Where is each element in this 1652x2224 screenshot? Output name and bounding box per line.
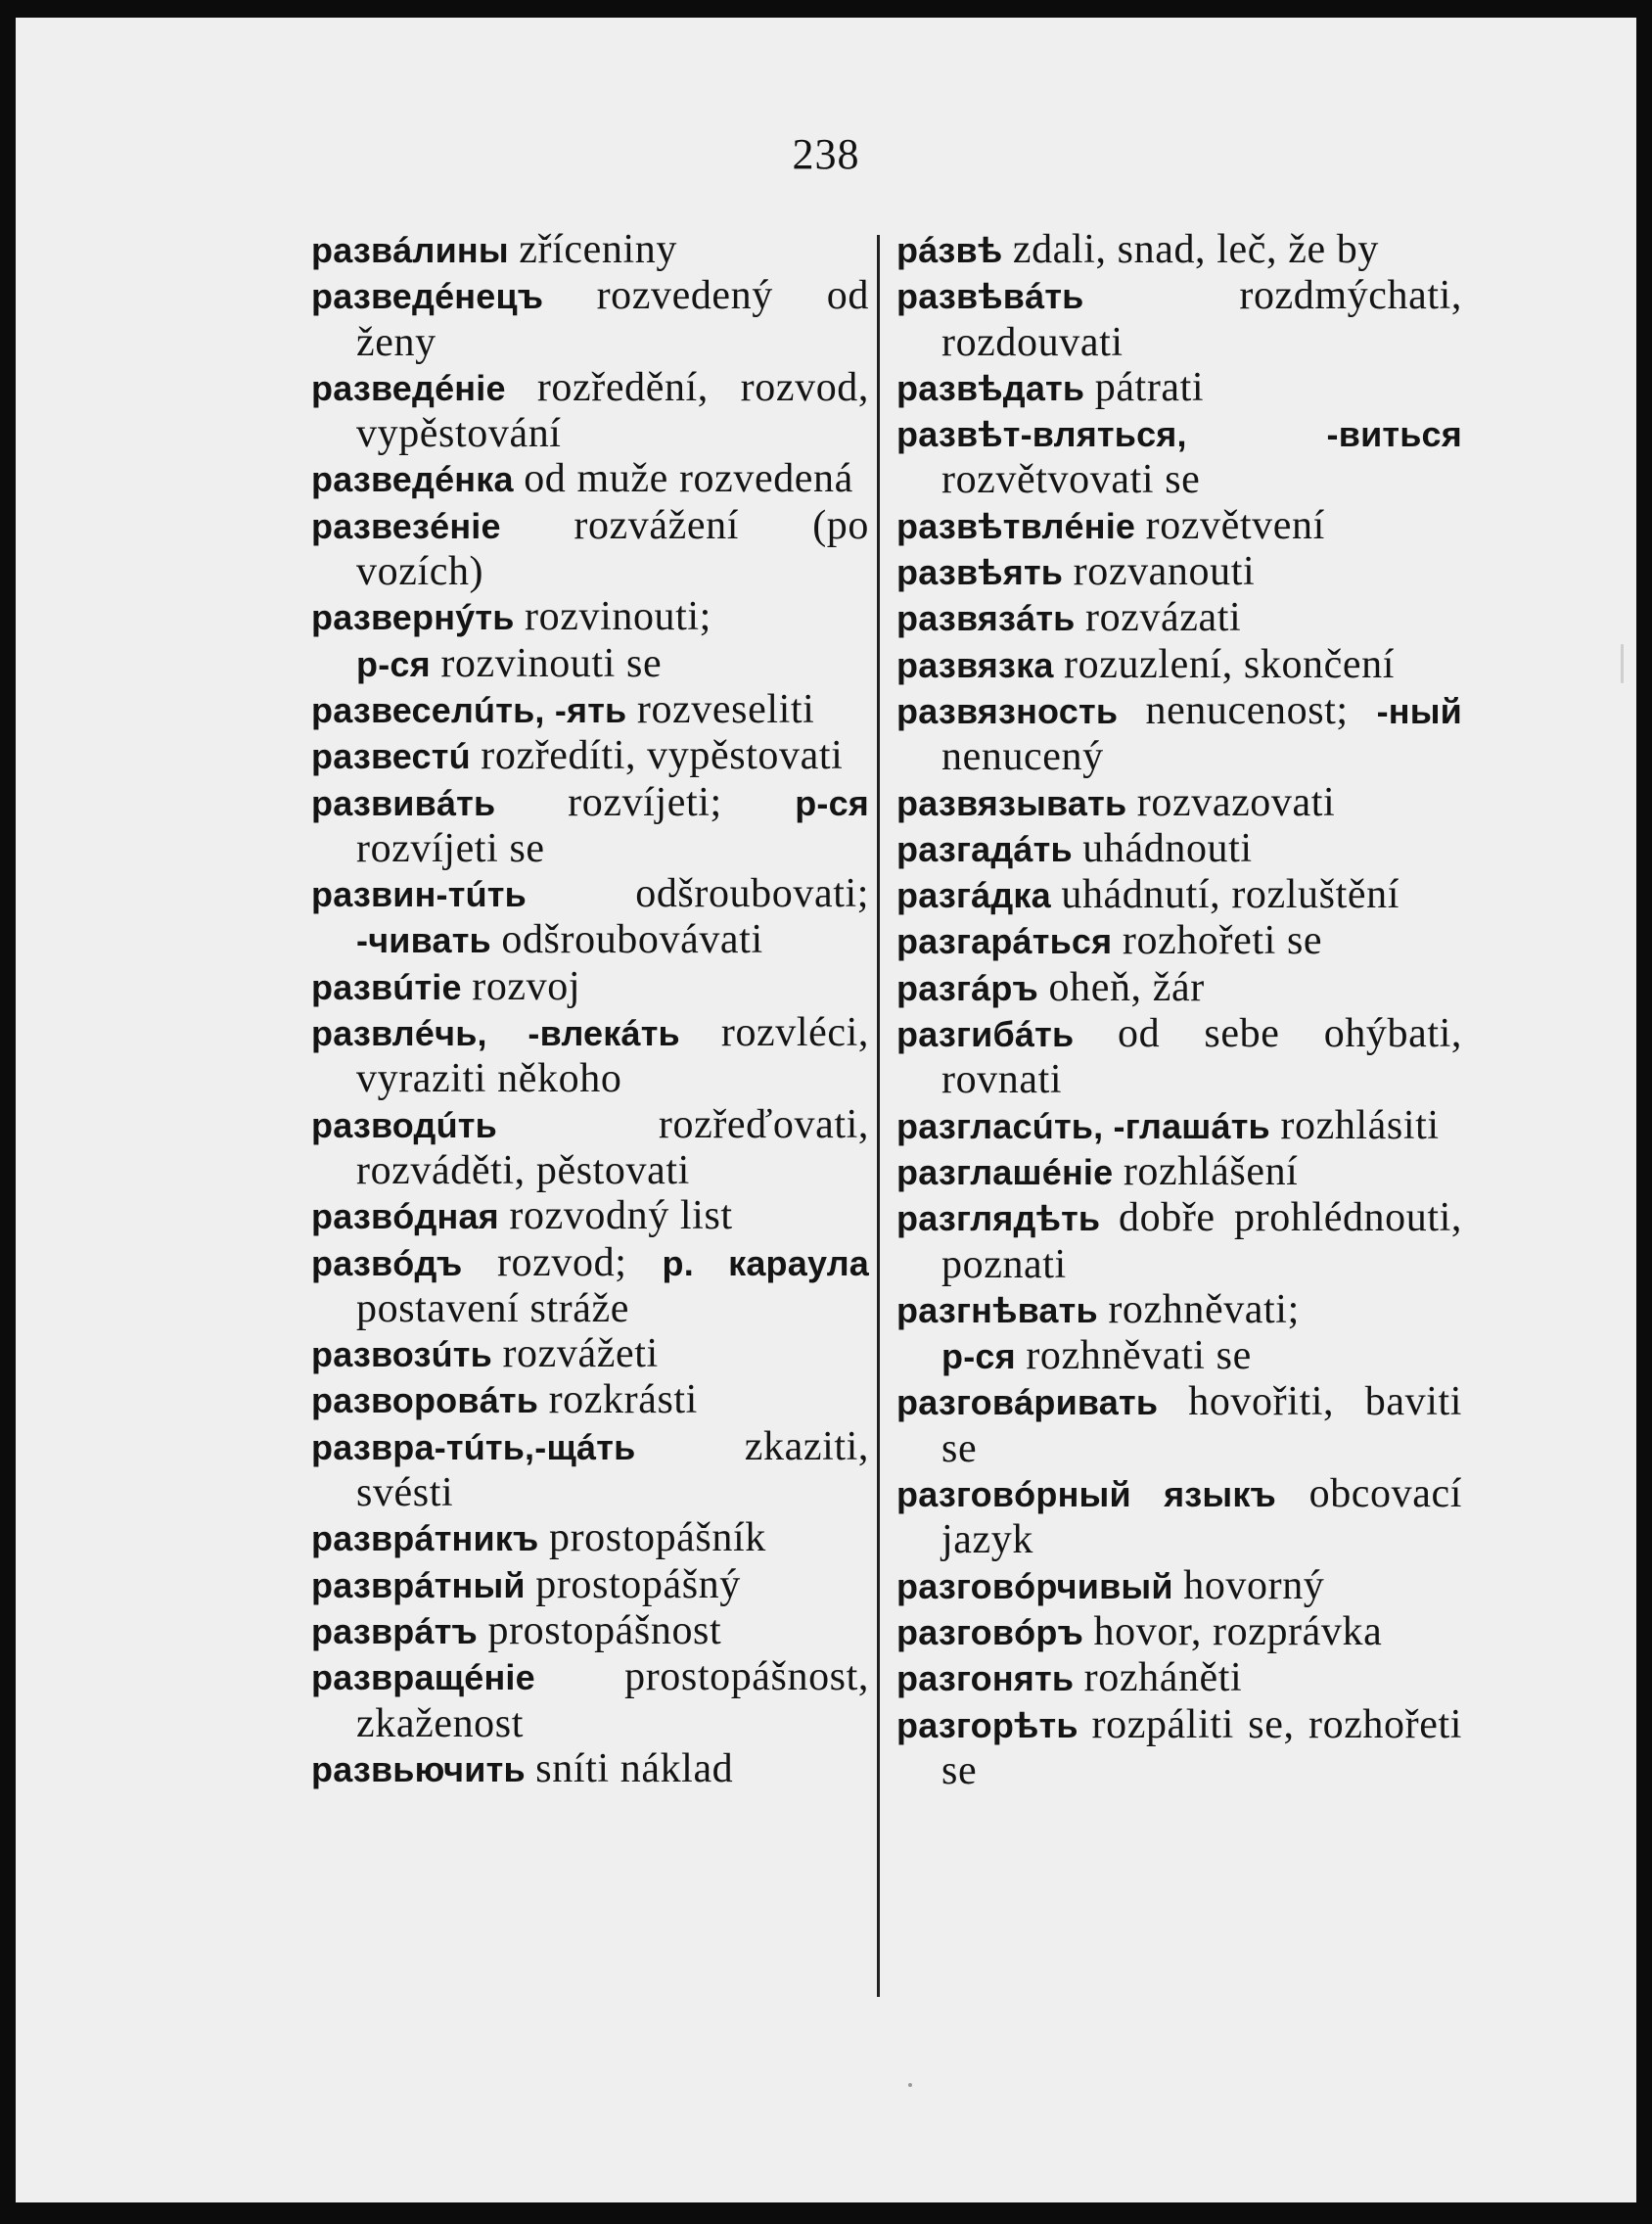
entry-subheadword: -виться xyxy=(1326,414,1462,455)
entry-headword: разговóрный языкъ xyxy=(896,1474,1276,1515)
entry-subheadword: р. караула xyxy=(662,1242,869,1283)
entry-definition: rozhořeti se xyxy=(1122,918,1323,964)
entry-subdefinition: nenucený xyxy=(941,734,1104,780)
dictionary-entry xyxy=(311,1240,869,1332)
dictionary-entry xyxy=(311,733,869,779)
entry-subheadword: р-ся xyxy=(795,782,870,823)
dictionary-entry xyxy=(896,1609,1462,1655)
entry-subdefinition: odšroubovávati xyxy=(501,917,763,963)
entry-definition: rozvoj xyxy=(472,963,581,1009)
dictionary-entry xyxy=(896,918,1462,964)
dictionary-entry xyxy=(896,1195,1462,1287)
entry-definition: rozvléci, vyraziti někoho xyxy=(356,1010,870,1102)
dictionary-entry xyxy=(311,1377,869,1423)
entry-definition: od sebe ohýbati, rovnati xyxy=(941,1011,1462,1103)
dictionary-entry xyxy=(311,365,869,457)
entry-headword: развѣтвлéнie xyxy=(896,505,1136,546)
dictionary-entry xyxy=(896,1011,1462,1103)
entry-definition: dobře prohlédnouti, poznati xyxy=(941,1195,1462,1287)
entry-headword: разгласúть, -глашáть xyxy=(896,1105,1270,1146)
dictionary-entry xyxy=(896,1379,1462,1471)
entry-definition: prostopášník xyxy=(548,1515,766,1561)
entry-headword: развезéнie xyxy=(311,505,501,546)
entry-headword: развязывать xyxy=(896,782,1127,823)
entry-definition: rozdmýchati, rozdouvati xyxy=(941,273,1462,365)
entry-definition: rozvinouti se xyxy=(440,640,663,686)
dictionary-entry xyxy=(311,1562,869,1608)
dictionary-entry xyxy=(311,1515,869,1561)
dictionary-entry xyxy=(311,503,869,595)
dictionary-entry xyxy=(896,595,1462,641)
dictionary-entry xyxy=(896,688,1462,780)
entry-definition: rozhlásiti xyxy=(1280,1102,1440,1148)
entry-definition: rozředíti, vypěstovati xyxy=(481,733,844,779)
entry-headword: развóдная xyxy=(311,1196,499,1237)
entry-headword: развернýть xyxy=(311,597,515,638)
entry-headword: разгонять xyxy=(896,1658,1075,1699)
entry-definition: sníti náklad xyxy=(535,1745,734,1791)
dictionary-page xyxy=(16,18,1636,2202)
entry-subheadword: -ный xyxy=(1376,690,1463,731)
dictionary-entry xyxy=(311,964,869,1010)
entry-subdefinition: rozvětvovati se xyxy=(941,457,1201,503)
entry-headword: разгарáться xyxy=(896,921,1113,962)
entry-headword: разгнѣвать xyxy=(896,1289,1098,1330)
dictionary-entry xyxy=(896,1655,1462,1701)
dictionary-entry xyxy=(896,965,1462,1011)
entry-headword: развóдъ xyxy=(311,1242,463,1283)
entry-definition: rozvážení (po vozích) xyxy=(356,502,870,595)
entry-headword: развра-тúть,-щáть xyxy=(311,1426,636,1467)
dictionary-entry xyxy=(896,1103,1462,1149)
dictionary-entry xyxy=(311,273,869,365)
entry-headword: р-ся xyxy=(941,1336,1016,1377)
entry-headword: развивáть xyxy=(311,782,496,823)
entry-headword: разговáривать xyxy=(896,1382,1159,1423)
entry-headword: развúтie xyxy=(311,966,462,1007)
entry-headword: разгибáть xyxy=(896,1014,1075,1055)
entry-definition: rozvážeti xyxy=(502,1331,659,1377)
dictionary-entry xyxy=(311,1102,869,1194)
dictionary-entry xyxy=(311,1608,869,1654)
entry-headword: разврáтный xyxy=(311,1564,526,1605)
entry-definition: rozvázati xyxy=(1085,595,1242,641)
entry-subheadword: -чивать xyxy=(356,920,491,961)
entry-definition: prostopášný xyxy=(535,1561,741,1607)
entry-definition: zdali, snad, leč, že by xyxy=(1012,227,1379,272)
entry-headword: разврáтъ xyxy=(311,1610,478,1651)
dictionary-entry xyxy=(896,549,1462,595)
entry-definition: uhádnutí, rozluštění xyxy=(1061,872,1400,918)
left-column xyxy=(311,227,869,1792)
entry-headword: разведéнецъ xyxy=(311,276,544,317)
dictionary-entry xyxy=(311,641,869,687)
entry-definition: oheň, žár xyxy=(1048,964,1205,1010)
entry-headword: разговóрчивый xyxy=(896,1565,1173,1606)
dictionary-entry xyxy=(896,1287,1462,1333)
entry-definition: prostopášnost, zkaženost xyxy=(356,1654,869,1746)
dictionary-entry xyxy=(311,871,869,964)
column-divider xyxy=(877,235,880,1997)
entry-definition: obcovací jazyk xyxy=(941,1471,1462,1563)
entry-headword: р-ся xyxy=(356,643,431,684)
right-column xyxy=(896,227,1462,1793)
dictionary-entry xyxy=(896,411,1462,503)
entry-subdefinition: rozvíjeti se xyxy=(356,825,545,871)
dictionary-entry xyxy=(311,1193,869,1239)
dictionary-entry xyxy=(311,1654,869,1746)
entry-subdefinition: postavení stráže xyxy=(356,1285,629,1331)
entry-headword: развлéчь, -влекáть xyxy=(311,1013,680,1054)
entry-definition: od muže rozvedená xyxy=(524,456,853,502)
dictionary-entry xyxy=(896,826,1462,872)
dictionary-entry xyxy=(311,780,869,872)
print-speck xyxy=(908,2083,912,2087)
entry-headword: развѣт-влятьcя, xyxy=(896,414,1187,455)
entry-headword: разворовáть xyxy=(311,1380,539,1421)
entry-definition: rozvětvení xyxy=(1145,502,1325,548)
entry-definition: rozpáliti se, rozhořeti se xyxy=(941,1701,1463,1793)
dictionary-entry xyxy=(896,365,1462,411)
entry-headword: разглашéнie xyxy=(896,1151,1114,1192)
entry-definition: hovořiti, baviti se xyxy=(941,1379,1462,1471)
entry-definition: rozřeďovati, rozváděti, pěstovati xyxy=(356,1101,869,1193)
entry-headword: развестú xyxy=(311,736,471,777)
entry-headword: разгáдка xyxy=(896,875,1051,916)
entry-definition: hovor, rozprávka xyxy=(1093,1608,1383,1654)
entry-definition: uhádnouti xyxy=(1082,825,1253,871)
entry-headword: развеселúть, -ять xyxy=(311,689,627,730)
entry-headword: разгáръ xyxy=(896,967,1038,1008)
entry-definition: rozhněvati se xyxy=(1026,1333,1252,1379)
print-speck xyxy=(1621,644,1624,683)
entry-headword: рáзвѣ xyxy=(896,230,1003,270)
dictionary-entry xyxy=(311,1331,869,1377)
entry-headword: развáлины xyxy=(311,230,509,270)
dictionary-entry xyxy=(896,1702,1462,1794)
dictionary-entry xyxy=(311,687,869,733)
dictionary-entry xyxy=(311,1746,869,1792)
entry-headword: развращéнie xyxy=(311,1657,535,1698)
entry-definition: zříceniny xyxy=(519,227,677,272)
dictionary-entry xyxy=(896,780,1462,826)
entry-headword: развѣдать xyxy=(896,367,1085,408)
entry-definition: pátrati xyxy=(1094,364,1205,410)
entry-definition: odšroubovati; xyxy=(635,871,869,917)
entry-definition: hovorný xyxy=(1183,1562,1325,1608)
entry-definition: rozvíjeti; xyxy=(568,779,796,825)
entry-definition: rozvanouti xyxy=(1073,549,1256,595)
dictionary-entry xyxy=(311,227,869,273)
dictionary-entry xyxy=(896,872,1462,918)
entry-definition: zkaziti, svésti xyxy=(356,1423,869,1516)
entry-definition: rozvinouti; xyxy=(525,594,711,640)
entry-headword: разговóръ xyxy=(896,1611,1084,1652)
entry-definition: rozvodný list xyxy=(509,1193,733,1239)
entry-headword: разгорѣть xyxy=(896,1704,1078,1745)
entry-definition: rozvod; xyxy=(496,1239,663,1285)
entry-headword: развязка xyxy=(896,644,1054,685)
entry-headword: развозúть xyxy=(311,1334,492,1375)
entry-headword: разводúть xyxy=(311,1104,497,1145)
dictionary-entry xyxy=(896,642,1462,688)
entry-headword: разврáтникъ xyxy=(311,1518,539,1559)
entry-definition: rozvazovati xyxy=(1136,779,1336,825)
entry-headword: развѣять xyxy=(896,552,1064,593)
dictionary-entry xyxy=(896,503,1462,549)
entry-definition: rozředění, rozvod, vypěstování xyxy=(356,364,870,457)
dictionary-entry xyxy=(896,1563,1462,1609)
entry-headword: развин-тúть xyxy=(311,874,527,915)
entry-definition: rozhněvati; xyxy=(1108,1286,1300,1332)
dictionary-entry xyxy=(311,1424,869,1516)
entry-definition: nenucenost; xyxy=(1145,687,1377,733)
dictionary-entry xyxy=(896,1471,1462,1563)
entry-definition: rozhlášení xyxy=(1123,1148,1299,1194)
entry-definition: prostopášnost xyxy=(487,1607,722,1653)
entry-definition: rozvedený od ženy xyxy=(356,273,869,365)
entry-definition: rozuzlení, skončení xyxy=(1064,641,1395,687)
entry-headword: развязность xyxy=(896,690,1119,731)
entry-headword: развязáть xyxy=(896,598,1076,639)
dictionary-entry xyxy=(311,1010,869,1102)
page-number: 238 xyxy=(792,130,860,178)
dictionary-entry xyxy=(896,227,1462,273)
entry-headword: разглядѣть xyxy=(896,1198,1101,1239)
entry-headword: разведéнie xyxy=(311,367,506,408)
entry-definition: rozkrásti xyxy=(548,1377,698,1423)
dictionary-entry xyxy=(896,1149,1462,1195)
dictionary-entry xyxy=(896,1333,1462,1379)
entry-headword: развѣвáть xyxy=(896,276,1084,317)
dictionary-entry xyxy=(311,594,869,640)
dictionary-entry xyxy=(896,273,1462,365)
entry-headword: разгадáть xyxy=(896,828,1073,869)
entry-headword: разведéнка xyxy=(311,459,514,500)
entry-definition: rozháněti xyxy=(1083,1655,1243,1701)
entry-headword: развьючить xyxy=(311,1748,526,1789)
entry-definition: rozveseliti xyxy=(636,686,815,732)
dictionary-entry xyxy=(311,456,869,502)
